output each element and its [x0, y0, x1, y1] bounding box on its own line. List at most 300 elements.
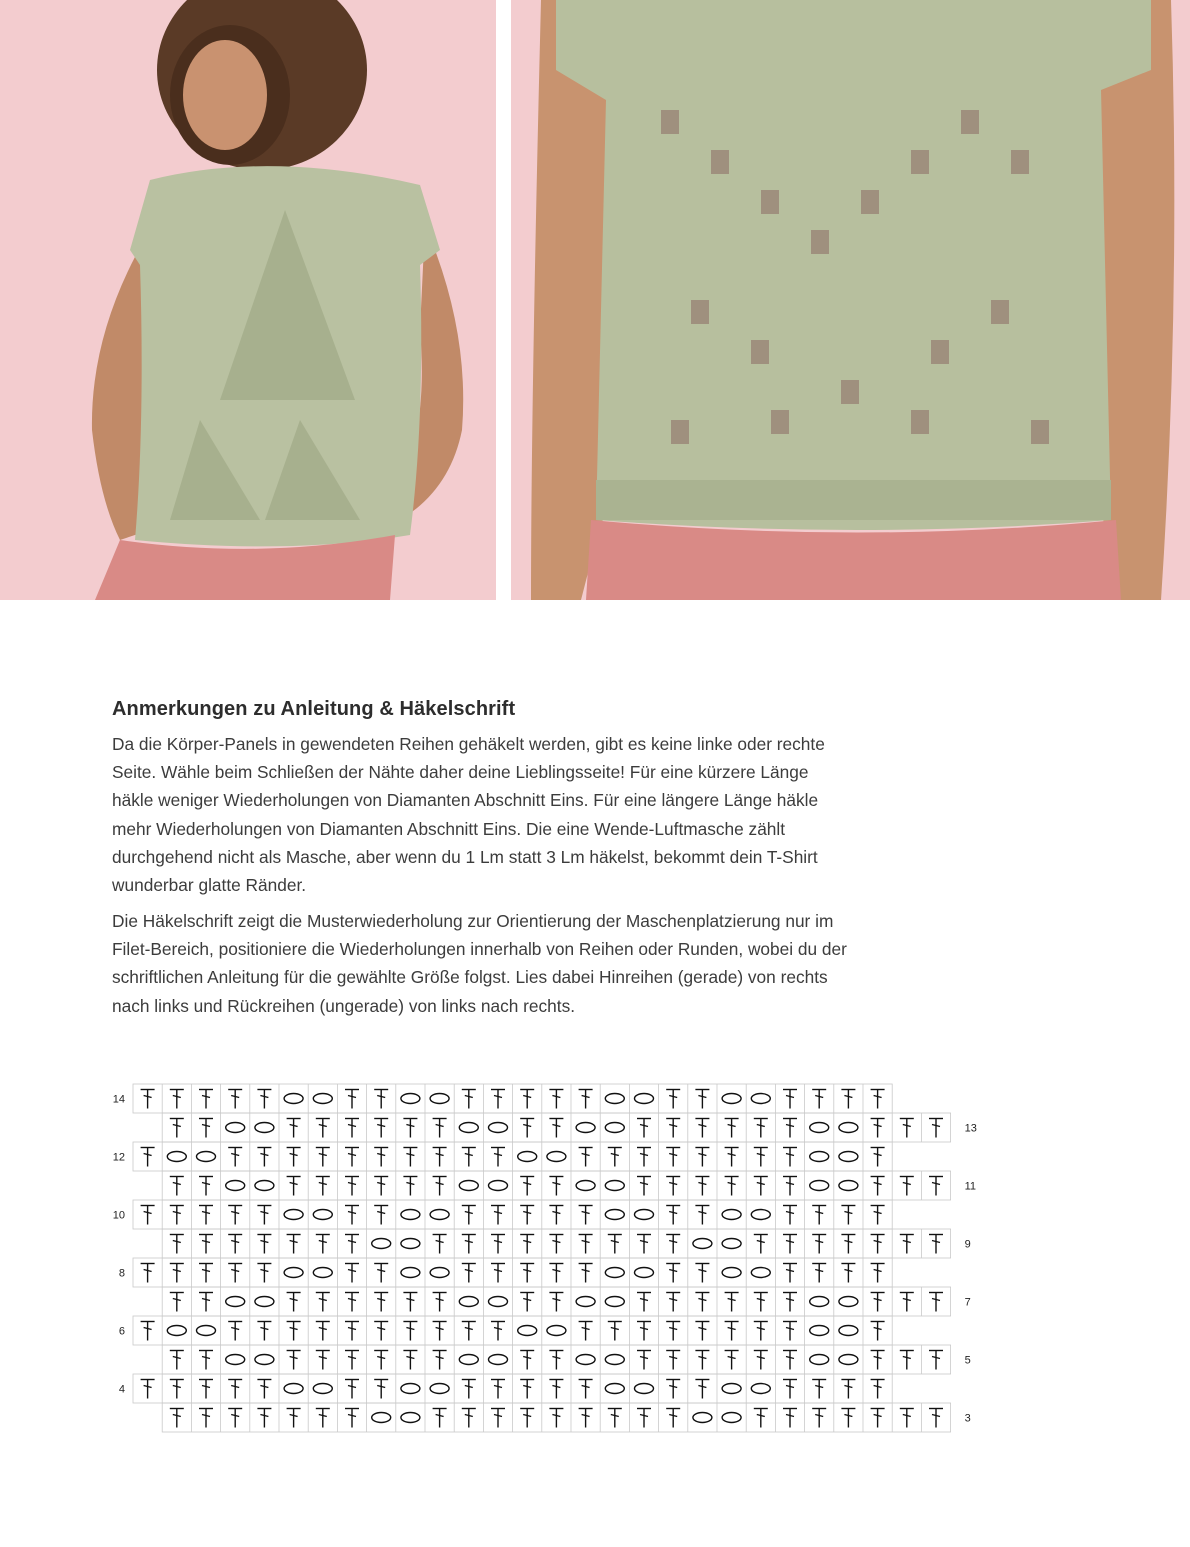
stitch-cross — [202, 1299, 210, 1301]
stitch-cross — [465, 1270, 473, 1272]
stick-stitch-symbol — [170, 1090, 184, 1109]
stitch-cross — [815, 1096, 823, 1098]
stick-stitch-symbol — [141, 1380, 155, 1399]
stick-stitch-symbol — [462, 1264, 476, 1283]
stitch-cross — [786, 1096, 794, 1098]
stitch-cross — [231, 1154, 239, 1156]
chain-stitch-symbol — [197, 1326, 216, 1336]
chart-row-label: 7 — [964, 1296, 971, 1309]
stick-stitch-symbol — [520, 1264, 534, 1283]
chart-row-10 — [113, 1200, 892, 1229]
stick-stitch-symbol — [491, 1090, 505, 1109]
stick-stitch-symbol — [520, 1206, 534, 1225]
stick-stitch-symbol — [316, 1351, 330, 1370]
stitch-cross — [436, 1154, 444, 1156]
stitch-cross — [436, 1357, 444, 1359]
stitch-cross — [494, 1154, 502, 1156]
stick-stitch-symbol — [754, 1409, 768, 1428]
stitch-cross — [669, 1212, 677, 1214]
stick-stitch-symbol — [199, 1090, 213, 1109]
stick-stitch-symbol — [754, 1235, 768, 1254]
stick-stitch-symbol — [345, 1351, 359, 1370]
stitch-cross — [611, 1154, 619, 1156]
stitch-cross — [144, 1270, 152, 1272]
stitch-cross — [494, 1386, 502, 1388]
stick-stitch-symbol — [287, 1293, 301, 1312]
stick-stitch-symbol — [579, 1322, 593, 1341]
stitch-cross — [406, 1357, 414, 1359]
stitch-cross — [173, 1415, 181, 1417]
stitch-cross — [757, 1357, 765, 1359]
stick-stitch-symbol — [666, 1293, 680, 1312]
stick-stitch-symbol — [783, 1235, 797, 1254]
stitch-cross — [348, 1183, 356, 1185]
stitch-cross — [874, 1125, 882, 1127]
stick-stitch-symbol — [579, 1409, 593, 1428]
stick-stitch-symbol — [783, 1380, 797, 1399]
stitch-cross — [231, 1241, 239, 1243]
chart-row-label: 12 — [112, 1151, 125, 1164]
stitch-cross — [932, 1299, 940, 1301]
stick-stitch-symbol — [637, 1409, 651, 1428]
stick-stitch-symbol — [637, 1351, 651, 1370]
stick-stitch-symbol — [462, 1090, 476, 1109]
stitch-cross — [377, 1299, 385, 1301]
stitch-cross — [231, 1386, 239, 1388]
stitch-cross — [290, 1415, 298, 1417]
stick-stitch-symbol — [666, 1351, 680, 1370]
chain-stitch-symbol — [313, 1210, 332, 1220]
stick-stitch-symbol — [491, 1322, 505, 1341]
stick-stitch-symbol — [549, 1090, 563, 1109]
chain-stitch-symbol — [489, 1123, 508, 1133]
chain-stitch-symbol — [810, 1123, 829, 1133]
stitch-cross — [202, 1357, 210, 1359]
stitch-cross — [582, 1270, 590, 1272]
chain-stitch-symbol — [226, 1123, 245, 1133]
stick-stitch-symbol — [374, 1264, 388, 1283]
stitch-cross — [523, 1241, 531, 1243]
notes-heading: Anmerkungen zu Anleitung & Häkelschrift — [112, 698, 516, 720]
stitch-cross — [319, 1154, 327, 1156]
stick-stitch-symbol — [637, 1293, 651, 1312]
stick-stitch-symbol — [345, 1177, 359, 1196]
stick-stitch-symbol — [491, 1380, 505, 1399]
photo-back-view — [0, 0, 496, 600]
chart-row-label: 3 — [964, 1412, 971, 1425]
stick-stitch-symbol — [637, 1148, 651, 1167]
stick-stitch-symbol — [900, 1293, 914, 1312]
stick-stitch-symbol — [287, 1351, 301, 1370]
stick-stitch-symbol — [345, 1090, 359, 1109]
stitch-cross — [377, 1154, 385, 1156]
stitch-cross — [231, 1212, 239, 1214]
chart-row-label: 4 — [118, 1383, 125, 1396]
chart-row-6 — [119, 1316, 892, 1345]
chain-stitch-symbol — [693, 1413, 712, 1423]
chain-stitch-symbol — [284, 1268, 303, 1278]
stick-stitch-symbol — [374, 1380, 388, 1399]
stick-stitch-symbol — [841, 1380, 855, 1399]
stitch-cross — [903, 1357, 911, 1359]
stick-stitch-symbol — [374, 1293, 388, 1312]
chain-stitch-symbol — [839, 1297, 858, 1307]
chain-stitch-symbol — [810, 1355, 829, 1365]
stick-stitch-symbol — [228, 1148, 242, 1167]
chain-stitch-symbol — [284, 1384, 303, 1394]
stick-stitch-symbol — [812, 1264, 826, 1283]
stick-stitch-symbol — [462, 1206, 476, 1225]
stick-stitch-symbol — [520, 1409, 534, 1428]
stick-stitch-symbol — [695, 1206, 709, 1225]
chain-stitch-symbol — [605, 1123, 624, 1133]
stick-stitch-symbol — [666, 1380, 680, 1399]
stick-stitch-symbol — [871, 1351, 885, 1370]
stick-stitch-symbol — [433, 1409, 447, 1428]
stick-stitch-symbol — [433, 1351, 447, 1370]
stick-stitch-symbol — [374, 1206, 388, 1225]
stick-stitch-symbol — [754, 1119, 768, 1138]
stitch-cross — [757, 1328, 765, 1330]
stitch-cross — [173, 1386, 181, 1388]
stitch-cross — [348, 1096, 356, 1098]
chain-stitch-symbol — [430, 1210, 449, 1220]
stitch-cross — [552, 1241, 560, 1243]
stitch-cross — [669, 1328, 677, 1330]
stitch-cross — [290, 1125, 298, 1127]
stick-stitch-symbol — [871, 1206, 885, 1225]
stitch-cross — [465, 1096, 473, 1098]
stitch-cross — [319, 1183, 327, 1185]
stitch-cross — [436, 1328, 444, 1330]
chain-stitch-symbol — [810, 1152, 829, 1162]
stick-stitch-symbol — [228, 1409, 242, 1428]
chain-stitch-symbol — [401, 1210, 420, 1220]
stitch-cross — [377, 1270, 385, 1272]
stick-stitch-symbol — [841, 1235, 855, 1254]
stick-stitch-symbol — [871, 1409, 885, 1428]
stitch-cross — [552, 1270, 560, 1272]
stitch-cross — [290, 1154, 298, 1156]
stick-stitch-symbol — [257, 1206, 271, 1225]
stitch-cross — [406, 1299, 414, 1301]
stitch-cross — [582, 1386, 590, 1388]
chart-row-7 — [162, 1287, 971, 1316]
stitch-cross — [669, 1154, 677, 1156]
stitch-cross — [348, 1270, 356, 1272]
stitch-cross — [465, 1328, 473, 1330]
chain-stitch-symbol — [635, 1210, 654, 1220]
stitch-cross — [202, 1241, 210, 1243]
stitch-cross — [874, 1415, 882, 1417]
stick-stitch-symbol — [929, 1409, 943, 1428]
stick-stitch-symbol — [287, 1409, 301, 1428]
stitch-cross — [523, 1357, 531, 1359]
chain-stitch-symbol — [722, 1413, 741, 1423]
chain-stitch-symbol — [459, 1355, 478, 1365]
notes-paragraph-1: Da die Körper-Panels in gewendeten Reihen gehäkelt werden, gibt es keine linke oder rechte Seite. Wähle beim Schließen der Nähte daher deine Lieblingsseite! Für eine kürzere Länge häkle weniger Wiederholungen von Diamanten Abschnitt Eins. Für eine längere Länge häkle mehr Wiederholungen von Diamanten Abschnitt Eins. Die eine Wende-Luftmasche zählt durchgehend nicht als Masche, aber wenn du 1 Lm statt 3 Lm häkelst, bekommt dein T-Shirt wunderbar glatte Ränder. — [112, 734, 825, 896]
stitch-cross — [144, 1096, 152, 1098]
chain-stitch-symbol — [635, 1094, 654, 1104]
stitch-cross — [494, 1270, 502, 1272]
stick-stitch-symbol — [403, 1293, 417, 1312]
stick-stitch-symbol — [228, 1380, 242, 1399]
stick-stitch-symbol — [637, 1235, 651, 1254]
stitch-cross — [669, 1357, 677, 1359]
stitch-cross — [436, 1415, 444, 1417]
chain-stitch-symbol — [372, 1413, 391, 1423]
stitch-cross — [844, 1241, 852, 1243]
stitch-cross — [786, 1386, 794, 1388]
chain-stitch-symbol — [284, 1094, 303, 1104]
stick-stitch-symbol — [345, 1119, 359, 1138]
chart-row-label: 13 — [964, 1122, 977, 1135]
stitch-cross — [786, 1154, 794, 1156]
stick-stitch-symbol — [141, 1206, 155, 1225]
stick-stitch-symbol — [637, 1119, 651, 1138]
stitch-cross — [640, 1357, 648, 1359]
stitch-cross — [348, 1328, 356, 1330]
chain-stitch-symbol — [401, 1268, 420, 1278]
chain-stitch-symbol — [489, 1297, 508, 1307]
stitch-cross — [377, 1386, 385, 1388]
stitch-cross — [932, 1183, 940, 1185]
stick-stitch-symbol — [403, 1322, 417, 1341]
stick-stitch-symbol — [783, 1090, 797, 1109]
chart-row-border — [133, 1258, 892, 1287]
stitch-cross — [903, 1183, 911, 1185]
chart-row-3 — [162, 1403, 971, 1432]
stick-stitch-symbol — [754, 1177, 768, 1196]
stick-stitch-symbol — [666, 1264, 680, 1283]
stitch-cross — [786, 1357, 794, 1359]
stitch-cross — [640, 1241, 648, 1243]
stitch-cross — [319, 1328, 327, 1330]
stitch-cross — [669, 1241, 677, 1243]
stitch-cross — [348, 1299, 356, 1301]
stitch-cross — [582, 1154, 590, 1156]
chain-stitch-symbol — [226, 1181, 245, 1191]
stick-stitch-symbol — [433, 1235, 447, 1254]
stick-stitch-symbol — [316, 1322, 330, 1341]
stick-stitch-symbol — [695, 1322, 709, 1341]
stitch-cross — [786, 1125, 794, 1127]
stick-stitch-symbol — [871, 1090, 885, 1109]
stitch-cross — [173, 1241, 181, 1243]
stick-stitch-symbol — [199, 1409, 213, 1428]
stitch-cross — [494, 1096, 502, 1098]
chart-row-13 — [162, 1113, 977, 1142]
stick-stitch-symbol — [666, 1090, 680, 1109]
stitch-cross — [757, 1415, 765, 1417]
stick-stitch-symbol — [549, 1409, 563, 1428]
stick-stitch-symbol — [228, 1206, 242, 1225]
stick-stitch-symbol — [695, 1380, 709, 1399]
stick-stitch-symbol — [608, 1322, 622, 1341]
stitch-cross — [260, 1415, 268, 1417]
stitch-cross — [231, 1270, 239, 1272]
stick-stitch-symbol — [579, 1264, 593, 1283]
stitch-cross — [786, 1415, 794, 1417]
chain-stitch-symbol — [313, 1384, 332, 1394]
stitch-cross — [611, 1241, 619, 1243]
stitch-cross — [202, 1386, 210, 1388]
stick-stitch-symbol — [374, 1177, 388, 1196]
stitch-cross — [494, 1241, 502, 1243]
chain-stitch-symbol — [605, 1268, 624, 1278]
stick-stitch-symbol — [199, 1119, 213, 1138]
stitch-cross — [582, 1415, 590, 1417]
chain-stitch-symbol — [430, 1384, 449, 1394]
stick-stitch-symbol — [141, 1264, 155, 1283]
chain-stitch-symbol — [255, 1123, 274, 1133]
chain-stitch-symbol — [635, 1268, 654, 1278]
stick-stitch-symbol — [666, 1206, 680, 1225]
stick-stitch-symbol — [725, 1148, 739, 1167]
stitch-cross — [523, 1212, 531, 1214]
stick-stitch-symbol — [608, 1409, 622, 1428]
stick-stitch-symbol — [725, 1177, 739, 1196]
stick-stitch-symbol — [374, 1322, 388, 1341]
stitch-cross — [874, 1241, 882, 1243]
stick-stitch-symbol — [754, 1351, 768, 1370]
stick-stitch-symbol — [345, 1235, 359, 1254]
stick-stitch-symbol — [374, 1090, 388, 1109]
stick-stitch-symbol — [579, 1380, 593, 1399]
stick-stitch-symbol — [841, 1264, 855, 1283]
stitch-cross — [406, 1328, 414, 1330]
stitch-cross — [465, 1241, 473, 1243]
chain-stitch-symbol — [751, 1384, 770, 1394]
chain-stitch-symbol — [226, 1297, 245, 1307]
stick-stitch-symbol — [520, 1351, 534, 1370]
chain-stitch-symbol — [167, 1326, 186, 1336]
stitch-cross — [436, 1241, 444, 1243]
stitch-cross — [903, 1299, 911, 1301]
stitch-cross — [640, 1183, 648, 1185]
chart-row-label: 9 — [964, 1238, 971, 1251]
chain-stitch-symbol — [839, 1326, 858, 1336]
chart-row-label: 6 — [118, 1325, 125, 1338]
chain-stitch-symbol — [459, 1123, 478, 1133]
stitch-cross — [231, 1328, 239, 1330]
stick-stitch-symbol — [871, 1380, 885, 1399]
photo-front-detail-image — [511, 0, 1190, 600]
stick-stitch-symbol — [900, 1409, 914, 1428]
stitch-cross — [844, 1212, 852, 1214]
stick-stitch-symbol — [491, 1264, 505, 1283]
stitch-cross — [757, 1125, 765, 1127]
chain-stitch-symbol — [839, 1181, 858, 1191]
stick-stitch-symbol — [228, 1322, 242, 1341]
stick-stitch-symbol — [257, 1148, 271, 1167]
stick-stitch-symbol — [287, 1177, 301, 1196]
stick-stitch-symbol — [462, 1322, 476, 1341]
stitch-cross — [728, 1125, 736, 1127]
chain-stitch-symbol — [284, 1210, 303, 1220]
stick-stitch-symbol — [170, 1264, 184, 1283]
stitch-cross — [698, 1125, 706, 1127]
stick-stitch-symbol — [433, 1177, 447, 1196]
stick-stitch-symbol — [433, 1148, 447, 1167]
stick-stitch-symbol — [345, 1293, 359, 1312]
stitch-cross — [552, 1183, 560, 1185]
stick-stitch-symbol — [257, 1264, 271, 1283]
stick-stitch-symbol — [637, 1177, 651, 1196]
chain-stitch-symbol — [167, 1152, 186, 1162]
chain-stitch-symbol — [401, 1239, 420, 1249]
stick-stitch-symbol — [374, 1119, 388, 1138]
stick-stitch-symbol — [783, 1351, 797, 1370]
chain-stitch-symbol — [255, 1355, 274, 1365]
stick-stitch-symbol — [900, 1235, 914, 1254]
stitch-cross — [786, 1212, 794, 1214]
stick-stitch-symbol — [695, 1351, 709, 1370]
stitch-cross — [260, 1154, 268, 1156]
stitch-cross — [698, 1386, 706, 1388]
chain-stitch-symbol — [255, 1297, 274, 1307]
stick-stitch-symbol — [666, 1177, 680, 1196]
chart-row-label: 11 — [964, 1180, 977, 1193]
chart-row-border — [162, 1403, 950, 1432]
stick-stitch-symbol — [316, 1293, 330, 1312]
stick-stitch-symbol — [754, 1322, 768, 1341]
stitch-cross — [319, 1125, 327, 1127]
stitch-cross — [173, 1125, 181, 1127]
stitch-cross — [611, 1328, 619, 1330]
chain-stitch-symbol — [576, 1355, 595, 1365]
stitch-cross — [786, 1183, 794, 1185]
stitch-cross — [874, 1154, 882, 1156]
stitch-cross — [348, 1154, 356, 1156]
stick-stitch-symbol — [549, 1119, 563, 1138]
stitch-cross — [523, 1386, 531, 1388]
stick-stitch-symbol — [695, 1293, 709, 1312]
stick-stitch-symbol — [170, 1206, 184, 1225]
stick-stitch-symbol — [783, 1409, 797, 1428]
chain-stitch-symbol — [722, 1268, 741, 1278]
stick-stitch-symbol — [228, 1235, 242, 1254]
stick-stitch-symbol — [812, 1090, 826, 1109]
stitch-cross — [728, 1299, 736, 1301]
chain-stitch-symbol — [810, 1181, 829, 1191]
stick-stitch-symbol — [170, 1293, 184, 1312]
stick-stitch-symbol — [462, 1409, 476, 1428]
stick-stitch-symbol — [257, 1090, 271, 1109]
stick-stitch-symbol — [228, 1264, 242, 1283]
stitch-cross — [348, 1212, 356, 1214]
stitch-cross — [523, 1183, 531, 1185]
stick-stitch-symbol — [403, 1119, 417, 1138]
stitch-cross — [260, 1241, 268, 1243]
stitch-cross — [698, 1183, 706, 1185]
stick-stitch-symbol — [871, 1119, 885, 1138]
stitch-cross — [669, 1299, 677, 1301]
chain-stitch-symbol — [489, 1355, 508, 1365]
stitch-cross — [728, 1328, 736, 1330]
stick-stitch-symbol — [608, 1235, 622, 1254]
stick-stitch-symbol — [783, 1148, 797, 1167]
stick-stitch-symbol — [491, 1409, 505, 1428]
stick-stitch-symbol — [170, 1380, 184, 1399]
stitch-cross — [494, 1415, 502, 1417]
stick-stitch-symbol — [549, 1235, 563, 1254]
chain-stitch-symbol — [372, 1239, 391, 1249]
stitch-cross — [552, 1386, 560, 1388]
stitch-cross — [319, 1357, 327, 1359]
stick-stitch-symbol — [345, 1380, 359, 1399]
stick-stitch-symbol — [257, 1380, 271, 1399]
